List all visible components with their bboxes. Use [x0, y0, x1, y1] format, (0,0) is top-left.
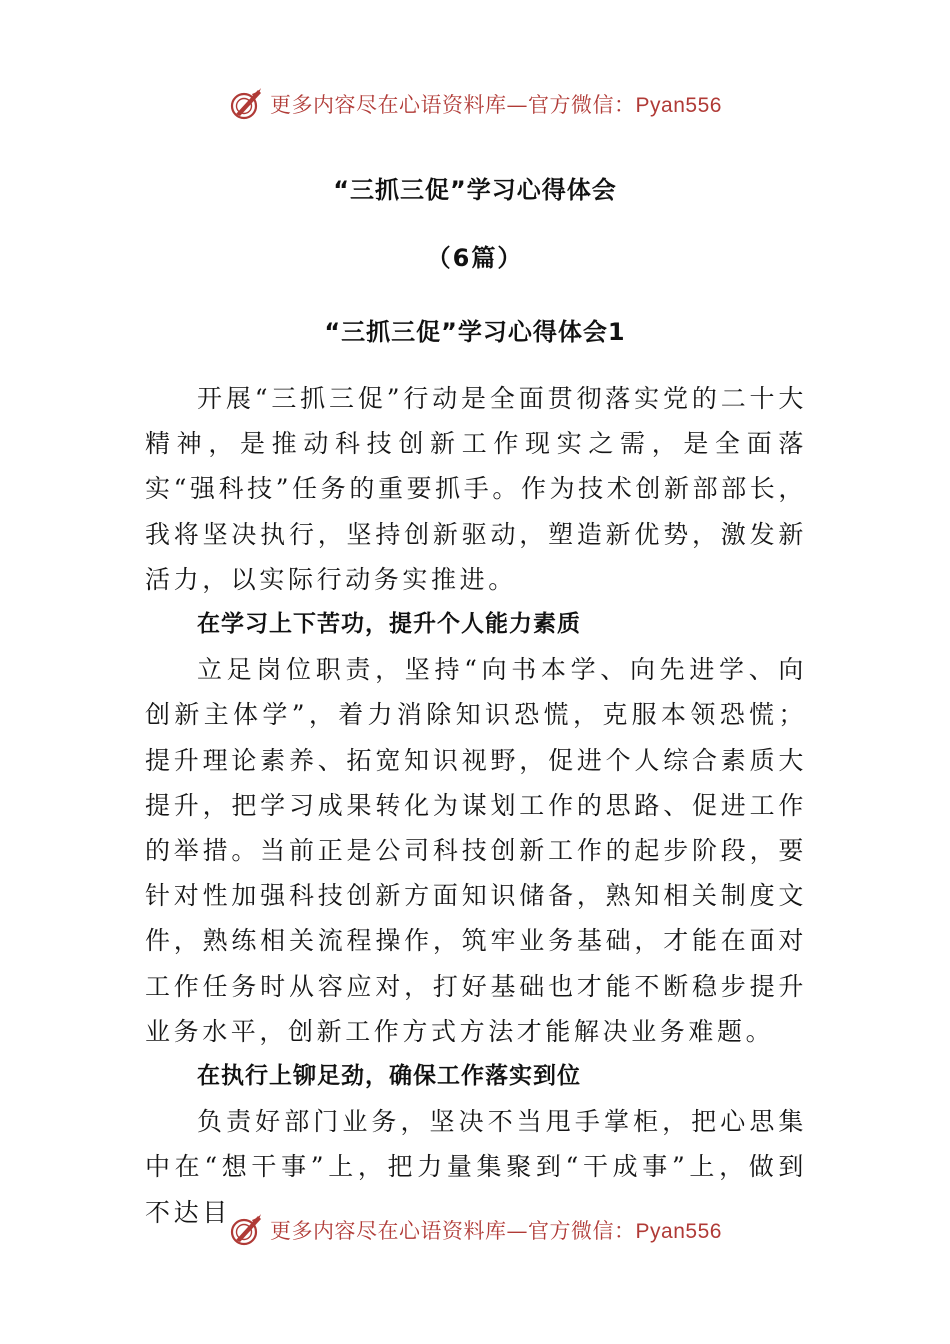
body-paragraph: 负责好部门业务，坚决不当甩手掌柜，把心思集中在“想干事”上，把力量集聚到“干成事”上，做到不达目 — [145, 1107, 807, 1227]
document-subtitle: （6篇） — [426, 244, 524, 272]
section-heading: 在学习上下苦功，提升个人能力素质 — [197, 611, 581, 638]
article-title: “三抓三促”学习心得体会1 — [324, 318, 626, 346]
watermark-text: 更多内容尽在心语资料库—官方微信：Pyan556 — [270, 93, 722, 117]
document-title: “三抓三促”学习心得体会 — [333, 176, 617, 204]
quill-pen-circle-icon — [228, 1212, 264, 1248]
watermark-banner-top — [0, 84, 950, 124]
body-paragraph: 开展“三抓三促”行动是全面贯彻落实党的二十大精神，是推动科技创新工作现实之需，是全面落实“强科技”任务的重要抓手。作为技术创新部部长，我将坚决执行，坚持创新驱动，塑造新优势，激发新活力，以实际行动务实推进。 — [145, 384, 807, 594]
document-body — [145, 376, 807, 1235]
body-paragraph: 立足岗位职责，坚持“向书本学、向先进学、向创新主体学”，着力消除知识恐慌，克服本领恐慌；提升理论素养、拓宽知识视野，促进个人综合素质大提升，把学习成果转化为谋划工作的思路、促进工作的举措。当前正是公司科技创新工作的起步阶段，要针对性加强科技创新方面知识储备，熟知相关制度文件，熟练相关流程操作，筑牢业务基础，才能在面对工作任务时从容应对，打好基础也才能不断稳步提升业务水平，创新工作方式方法才能解决业务难题。 — [145, 655, 807, 1046]
watermark-wechat-id: Pyan556 — [635, 1220, 722, 1243]
section-heading: 在执行上铆足劲，确保工作落实到位 — [197, 1063, 581, 1090]
quill-pen-circle-icon — [228, 86, 264, 122]
watermark-wechat-id: Pyan556 — [635, 94, 722, 117]
watermark-text: 更多内容尽在心语资料库—官方微信：Pyan556 — [270, 1219, 722, 1243]
watermark-banner-bottom — [0, 1210, 950, 1250]
